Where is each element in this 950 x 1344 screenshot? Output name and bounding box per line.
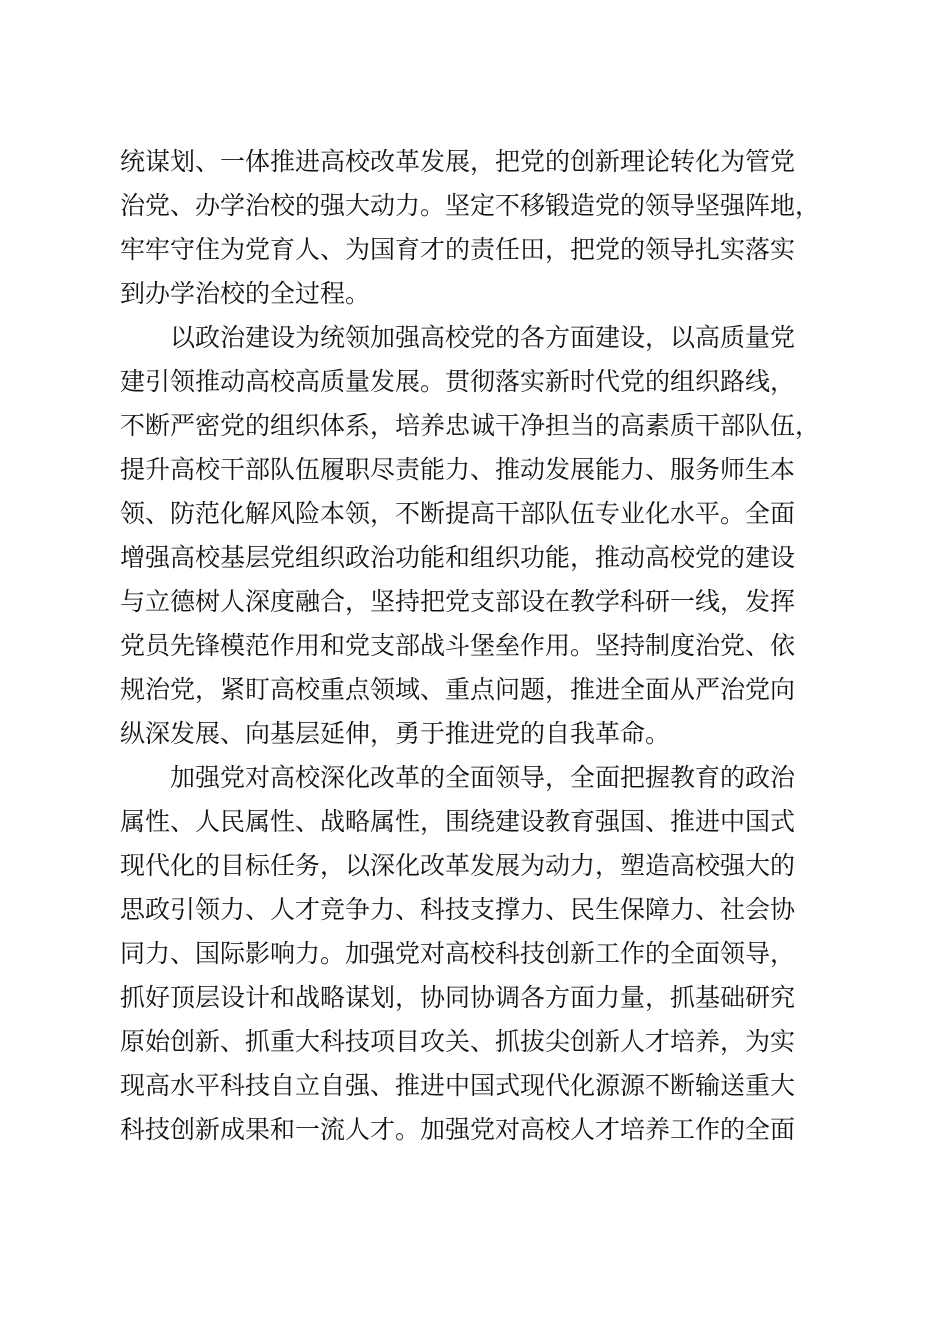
text-line: 党员先锋模范作用和党支部战斗堡垒作用。坚持制度治党、依 (120, 631, 796, 660)
text-line: 提升高校干部队伍履职尽责能力、推动发展能力、服务师生本 (120, 455, 796, 484)
text-line: 规治党，紧盯高校重点领域、重点问题，推进全面从严治党向 (120, 675, 796, 704)
body-text (120, 140, 840, 1152)
text-line: 增强高校基层党组织政治功能和组织功能，推动高校党的建设 (120, 543, 796, 572)
text-line: 不断严密党的组织体系，培养忠诚干净担当的高素质干部队伍， (120, 411, 821, 440)
paragraph-start-line: 加强党对高校深化改革的全面领导，全面把握教育的政治 (170, 763, 796, 792)
text-line: 现代化的目标任务，以深化改革发展为动力，塑造高校强大的 (120, 851, 796, 880)
text-line: 牢牢守住为党育人、为国育才的责任田，把党的领导扎实落实 (120, 235, 796, 264)
text-line: 属性、人民属性、战略属性，围绕建设教育强国、推进中国式 (120, 807, 796, 836)
text-line: 统谋划、一体推进高校改革发展，把党的创新理论转化为管党 (120, 147, 796, 176)
text-line: 同力、国际影响力。加强党对高校科技创新工作的全面领导， (120, 939, 796, 968)
text-line: 治党、办学治校的强大动力。坚定不移锻造党的领导坚强阵地， (120, 191, 821, 220)
text-line: 到办学治校的全过程。 (120, 279, 371, 308)
text-line: 现高水平科技自立自强、推进中国式现代化源源不断输送重大 (120, 1071, 796, 1100)
text-line: 科技创新成果和一流人才。加强党对高校人才培养工作的全面 (120, 1115, 796, 1144)
text-line: 抓好顶层设计和战略谋划，协同协调各方面力量，抓基础研究 (120, 983, 796, 1012)
text-line: 思政引领力、人才竞争力、科技支撑力、民生保障力、社会协 (120, 895, 796, 924)
text-line: 与立德树人深度融合，坚持把党支部设在教学科研一线，发挥 (120, 587, 796, 616)
text-line: 领、防范化解风险本领，不断提高干部队伍专业化水平。全面 (120, 499, 796, 528)
text-line: 原始创新、抓重大科技项目攻关、抓拔尖创新人才培养，为实 (120, 1027, 796, 1056)
text-line: 建引领推动高校高质量发展。贯彻落实新时代党的组织路线， (120, 367, 796, 396)
text-line: 纵深发展、向基层延伸，勇于推进党的自我革命。 (120, 719, 671, 748)
paragraph-start-line: 以政治建设为统领加强高校党的各方面建设，以高质量党 (170, 323, 796, 352)
